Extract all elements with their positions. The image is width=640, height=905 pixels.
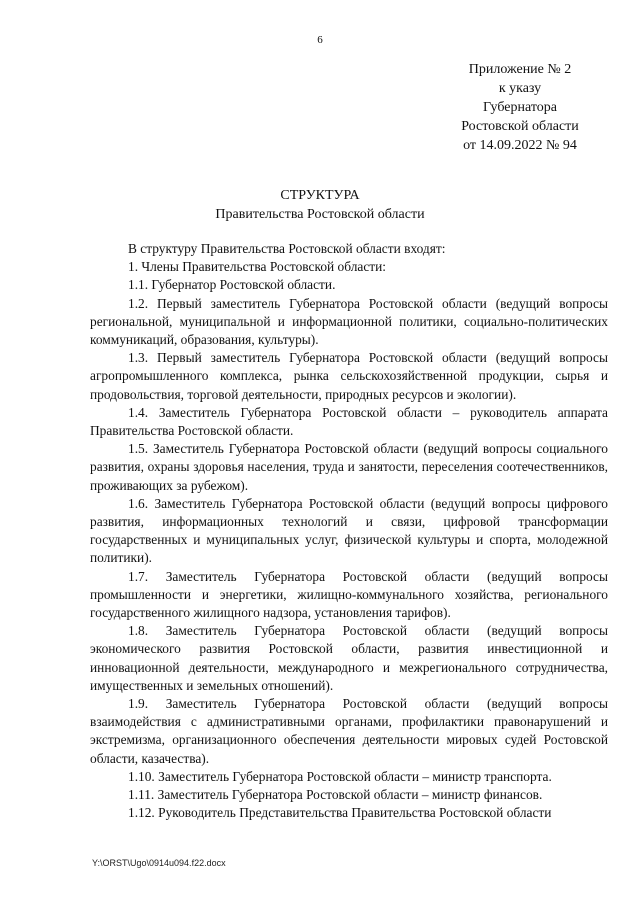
appendix-line: Ростовской области: [461, 119, 579, 134]
file-path-footer: Y:\ORST\Ugo\0914u094.f22.docx: [92, 858, 226, 868]
paragraph-1-6: 1.6. Заместитель Губернатора Ростовской области (ведущий вопросы цифрового развития, информационных технологий и связи, цифровой трансформации государственных и муниципальных услуг, физической культуры и спорта, молодежной политики).: [90, 495, 608, 566]
appendix-line: к указу: [498, 81, 542, 96]
paragraph-intro: В структуру Правительства Ростовской области входят:: [128, 241, 446, 256]
paragraph-1-1: 1.1. Губернатор Ростовской области.: [128, 277, 336, 293]
appendix-line: Приложение № 2: [468, 62, 572, 77]
paragraph-1-7: 1.7. Заместитель Губернатора Ростовской области (ведущий вопросы промышленности и энергетики, жилищно-коммунального хозяйства, регионального государственного жилищного надзора, установления тарифов).: [90, 568, 608, 621]
paragraph-1-3: 1.3. Первый заместитель Губернатора Ростовской области (ведущий вопросы агропромышленного комплекса, рынка сельскохозяйственной продукции, сырья и продовольствия, торговой деятельности, природных ресурсов и экологии).: [90, 350, 608, 402]
appendix-line: Губернатора: [482, 100, 558, 115]
document-title: [0, 186, 640, 224]
paragraph-1: 1. Члены Правительства Ростовской области:: [128, 259, 387, 275]
paragraph-1-8: 1.8. Заместитель Губернатора Ростовской области (ведущий вопросы экономического развития Ростовской области, развития инвестиционной и инновационной деятельности, международного и межрегионального сотрудничества, имущественных и земельных отношений).: [90, 623, 608, 693]
appendix-header: [440, 60, 600, 155]
paragraph-1-11: 1.11. Заместитель Губернатора Ростовской области – министр финансов.: [128, 787, 543, 803]
paragraph-1-10: 1.10. Заместитель Губернатора Ростовской области – министр транспорта.: [128, 768, 552, 784]
title-main: СТРУКТУРА: [280, 188, 360, 203]
paragraph-1-2: 1.2. Первый заместитель Губернатора Ростовской области (ведущий вопросы региональной, муниципальной и информационной политики, социально-политических коммуникаций, образования, культуры).: [90, 295, 608, 348]
paragraph-1-12: 1.12. Руководитель Представительства Правительства Ростовской области: [128, 805, 552, 821]
paragraph-1-4: 1.4. Заместитель Губернатора Ростовской области – руководитель аппарата Правительства Ростовской области.: [90, 404, 608, 439]
title-subtitle: Правительства Ростовской области: [215, 207, 425, 222]
paragraph-1-5: 1.5. Заместитель Губернатора Ростовской области (ведущий вопросы социального развития, охраны здоровья населения, труда и занятости, переселения соотечественников, проживающих за рубежом).: [90, 441, 608, 493]
paragraph-1-9: 1.9. Заместитель Губернатора Ростовской области (ведущий вопросы взаимодействия с административными органами, профилактики правонарушений и экстремизма, организационного обеспечения деятельности мировых судей Ростовской области, казачества).: [90, 696, 608, 766]
appendix-line: от 14.09.2022 № 94: [463, 138, 577, 153]
document-body: [90, 240, 608, 823]
page-number: 6: [317, 34, 323, 46]
